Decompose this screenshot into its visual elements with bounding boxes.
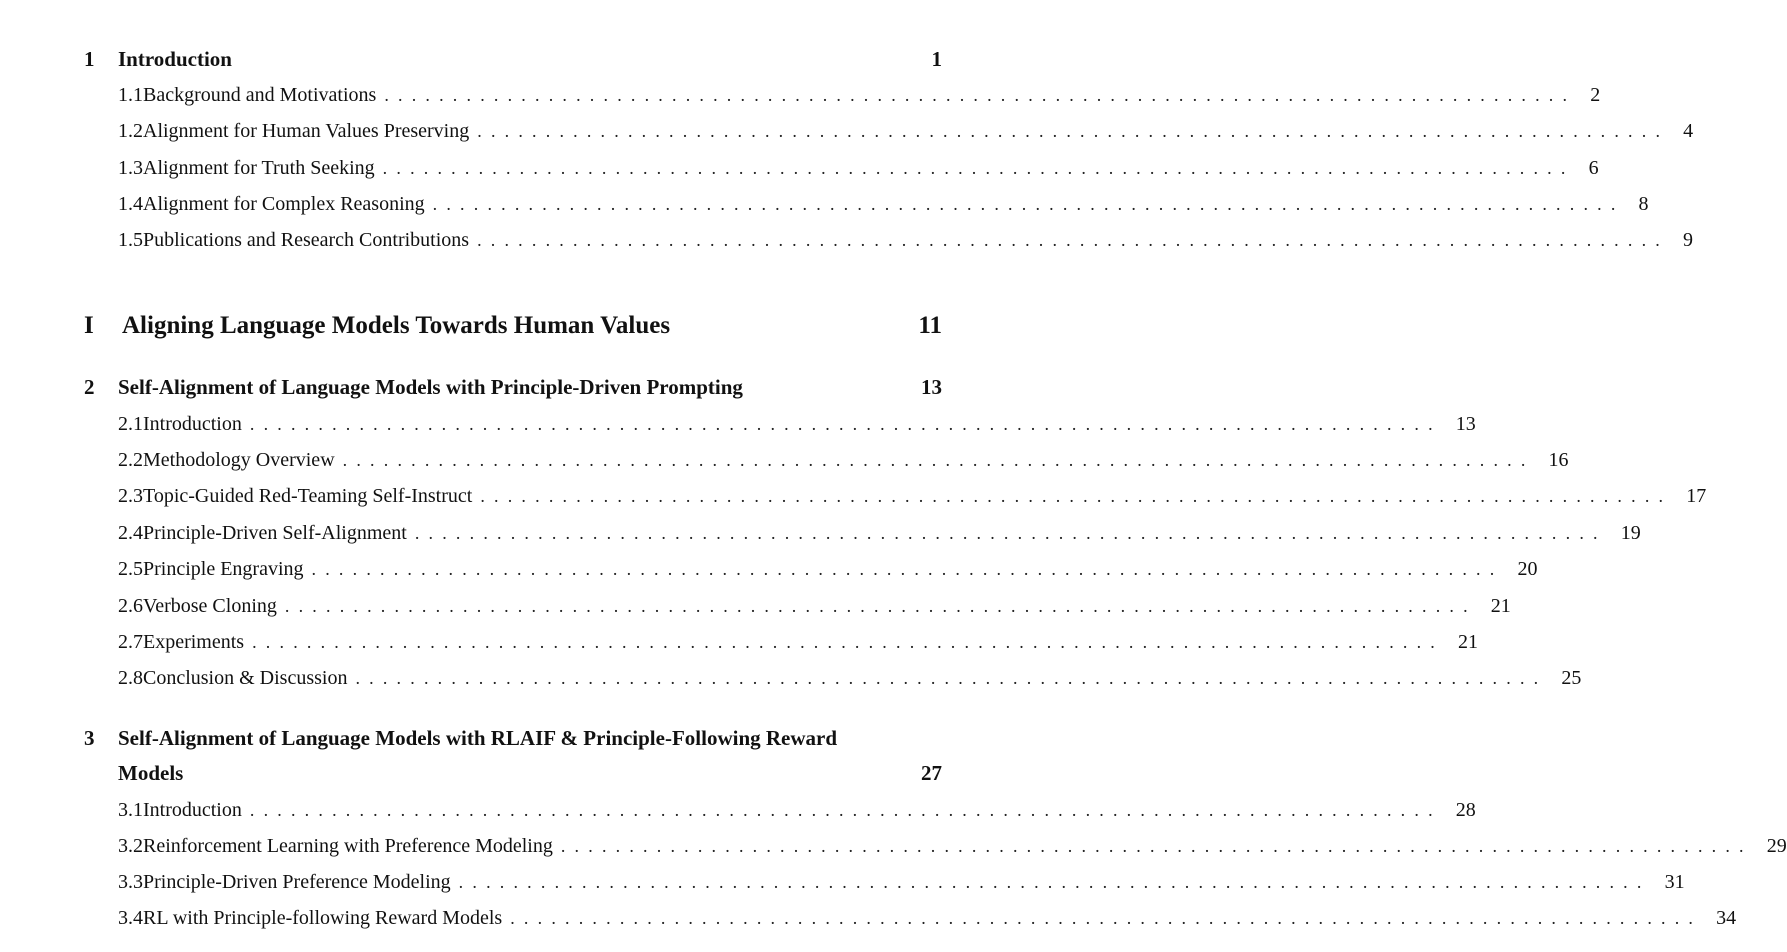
section-number: 1.5 [118,229,143,251]
page-number: 13 [1455,413,1476,435]
leader-dots: ....................................................................................... [432,194,1625,214]
toc-part-1[interactable] [84,312,942,340]
page-number: 4 [1683,120,1694,142]
section-number: 2.5 [118,558,143,580]
toc-section[interactable] [118,667,1582,690]
toc-section[interactable] [118,485,1707,508]
section-title: Principle Engraving [143,558,304,580]
section-number: 2.6 [118,595,143,617]
toc-section[interactable] [118,522,1641,545]
section-title: Reinforcement Learning with Preference Modeling [143,835,553,857]
toc-section[interactable] [118,193,1649,216]
chapter-title: Self-Alignment of Language Models with Principle-Driven Prompting [118,375,743,399]
leader-dots: ....................................................................................... [477,230,1669,250]
leader-dots: ....................................................................................... [342,450,1535,470]
leader-dots: ....................................................................................... [480,486,1673,506]
leader-dots: ....................................................................................... [510,908,1703,928]
section-number: 3.3 [118,871,143,893]
page-number: 34 [1716,907,1737,929]
section-title: Alignment for Human Values Preserving [143,120,470,142]
toc-section[interactable] [118,631,1478,654]
section-title: Conclusion & Discussion [143,667,348,689]
page-number: 2 [1590,84,1601,106]
section-number: 1.4 [118,193,143,215]
toc-section[interactable] [118,799,1476,822]
leader-dots: ....................................................................................... [311,559,1504,579]
leader-dots: ....................................................................................... [414,523,1607,543]
page-number: 29 [1766,835,1787,857]
leader-dots: ....................................................................................... [384,85,1577,105]
section-title: Publications and Research Contributions [143,229,470,251]
section-title: Alignment for Truth Seeking [143,157,375,179]
toc-chapter-3[interactable] [84,726,942,751]
section-title: Alignment for Complex Reasoning [143,193,425,215]
chapter-number: 3 [84,726,95,750]
toc-section[interactable] [118,835,1787,858]
section-title: Methodology Overview [143,449,335,471]
leader-dots: ....................................................................................... [284,596,1477,616]
page-number: 21 [1458,631,1478,653]
section-title: Introduction [143,413,242,435]
section-number: 3.2 [118,835,143,857]
section-number: 1.1 [118,84,143,106]
leader-dots: ....................................................................................... [477,121,1670,141]
section-number: 2.2 [118,449,143,471]
page-number: 17 [1686,485,1707,507]
section-number: 2.8 [118,667,143,689]
page-number: 8 [1638,193,1649,215]
page-number: 1 [931,47,942,71]
section-title: Experiments [143,631,245,653]
toc-section[interactable] [118,449,1569,472]
part-title: Aligning Language Models Towards Human Values [122,312,671,339]
section-title: Background and Motivations [143,84,377,106]
toc-section[interactable] [118,84,1601,107]
leader-dots: ....................................................................................... [249,414,1442,434]
page-number: 16 [1548,449,1569,471]
page-number: 28 [1455,799,1476,821]
toc-section[interactable] [118,595,1511,618]
leader-dots: ....................................................................................... [252,632,1444,652]
section-title: Topic-Guided Red-Teaming Self-Instruct [143,485,473,507]
leader-dots: ....................................................................................... [355,668,1548,688]
section-number: 1.3 [118,157,143,179]
page-number: 31 [1664,871,1685,893]
toc-section[interactable] [118,229,1693,252]
section-number: 2.1 [118,413,143,435]
page-number: 9 [1682,229,1693,251]
section-number: 3.4 [118,907,143,929]
leader-dots: ....................................................................................... [382,158,1575,178]
toc-chapter-3-continued[interactable] [118,761,942,786]
chapter-number: 2 [84,375,95,399]
page-number: 19 [1620,522,1641,544]
toc-section[interactable] [118,871,1685,894]
toc-chapter-2[interactable] [84,375,942,400]
leader-dots: ....................................................................................... [458,872,1651,892]
section-title: Verbose Cloning [143,595,277,617]
section-title: Introduction [143,799,242,821]
toc-section[interactable] [118,558,1538,581]
leader-dots: ....................................................................................... [560,836,1753,856]
chapter-title: Self-Alignment of Language Models with RLAIF & Principle-Following Reward [118,726,838,750]
section-number: 2.7 [118,631,143,653]
leader-dots: ....................................................................................... [249,800,1442,820]
chapter-title-continued: Models [118,761,184,785]
section-title: RL with Principle-following Reward Models [143,907,503,929]
toc-section[interactable] [118,157,1599,180]
chapter-title: Introduction [118,47,232,71]
page-number: 21 [1490,595,1511,617]
page-number: 13 [921,375,942,399]
toc-section[interactable] [118,120,1694,143]
toc-section[interactable] [118,907,1737,930]
page-number: 27 [921,761,942,785]
toc-chapter-1[interactable] [84,47,942,72]
part-number: I [84,312,94,339]
section-title: Principle-Driven Self-Alignment [143,522,407,544]
section-title: Principle-Driven Preference Modeling [143,871,451,893]
section-number: 2.4 [118,522,143,544]
section-number: 1.2 [118,120,143,142]
section-number: 2.3 [118,485,143,507]
page-number: 6 [1588,157,1599,179]
page-number: 11 [918,312,942,339]
toc-section[interactable] [118,413,1476,436]
chapter-number: 1 [84,47,95,71]
section-number: 3.1 [118,799,143,821]
page-number: 20 [1517,558,1538,580]
page-number: 25 [1561,667,1582,689]
